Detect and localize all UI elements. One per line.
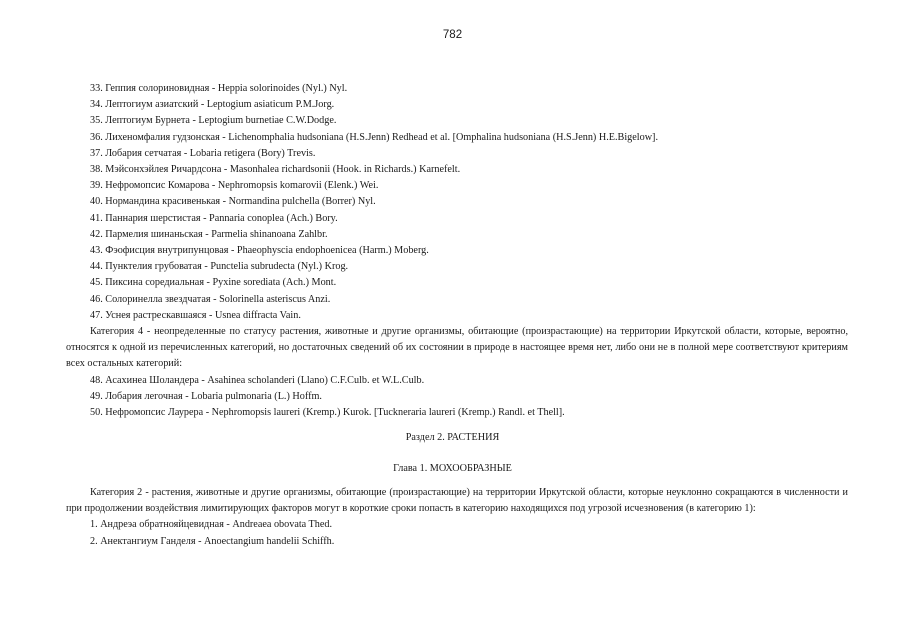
chapter-heading: Глава 1. МОХООБРАЗНЫЕ [393,463,512,474]
list-item: 39. Нефромопсис Комарова - Nephromopsis komarovii (Elenk.) Wei. [90,180,379,192]
list-item: 48. Асахинеа Шоландера - Asahinea scholanderi (Llano) C.F.Culb. et W.L.Culb. [90,374,425,386]
list-item: 36. Лихеномфалия гудзонская - Lichenomphalia hudsoniana (H.S.Jenn) Redhead et al. [Omphalina hudsoniana (H.S.Jenn) H.E.Bigelow]. [90,131,658,143]
list-item: 1. Андреэа обратнояйцевидная - Andreaea obovata Thed. [90,519,333,531]
list-item: 47. Уснея растрескавшаяся - Usnea diffracta Vain. [90,309,301,321]
list-item: 46. Солоринелла звездчатая - Solorinella asteriscus Anzi. [90,293,331,305]
species-list-section [66,81,848,421]
list-item: 38. Мэйсонхэйлея Ричардсона - Masonhalea richardsonii (Hook. in Richards.) Karnefelt. [90,164,461,176]
category-4-paragraph: Категория 4 - неопределенные по статусу растения, животные и другие организмы, обитающие (произрастающие) на территории Иркутской области, которые, вероятно, относятся к одной из перечисленных категорий, но достаточных сведений об их состоянии в природе в настоящее время нет, либо они не в полной мере соответствуют критериям всех остальных категорий: [66,326,848,370]
page-number: 782 [442,29,463,41]
section-heading: Раздел 2. РАСТЕНИЯ [405,432,500,443]
list-item: 40. Нормандина красивенькая - Normandina pulchella (Borrer) Nyl. [90,196,376,208]
list-item: 37. Лобария сетчатая - Lobaria retigera (Bory) Trevis. [90,147,316,159]
list-item: 44. Пунктелия грубоватая - Punctelia subrudecta (Nyl.) Krog. [90,261,349,273]
list-item: 42. Пармелия шинаньская - Parmelia shinanoana Zahlbr. [90,228,328,240]
list-item: 34. Лептогиум азиатский - Leptogium asiaticum P.M.Jorg. [90,99,335,111]
list-item: 49. Лобария легочная - Lobaria pulmonaria (L.) Hoffm. [90,390,322,402]
category-2-paragraph: Категория 2 - растения, животные и другие организмы, обитающие (произрастающие) на территории Иркутской области, которые неуклонно сокращаются в численности и при продолжении воздействия лимитирующих факторов могут в короткие сроки попасть в категорию находящихся под угрозой исчезновения (в категорию 1): [66,487,848,515]
list-item: 50. Нефромопсис Лаурера - Nephromopsis laureri (Kremp.) Kurok. [Tuckneraria laureri (Kremp.) Randl. et Thell]. [90,407,565,419]
list-item: 45. Пиксина соредиальная - Pyxine sorediata (Ach.) Mont. [90,277,337,289]
list-item: 41. Паннария шерстистая - Pannaria conoplea (Ach.) Bory. [90,212,338,224]
list-item: 43. Фэофисция внутрипунцовая - Phaeophyscia endophoenicea (Harm.) Moberg. [90,245,429,257]
list-item: 33. Геппия солориновидная - Heppia solorinoides (Nyl.) Nyl. [90,83,348,94]
list-item: 35. Лептогиум Бурнета - Leptogium burnetiae C.W.Dodge. [90,115,337,127]
list-item: 2. Анектангиум Ганделя - Anoectangium handelii Schiffh. [90,535,335,547]
category-2-section [66,485,848,550]
